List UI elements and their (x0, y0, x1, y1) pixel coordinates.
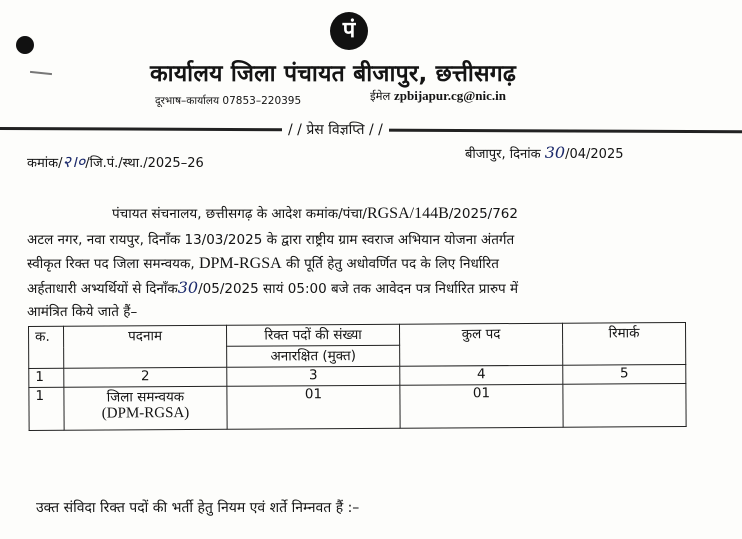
header-sno: क. (29, 326, 64, 368)
table-number-row: 1 2 3 4 5 (29, 364, 686, 387)
header-total: कुल पद (399, 323, 562, 366)
date-handwritten: 30 (544, 143, 566, 162)
body-line-2: अटल नगर, नवा रायपुर, दिनाँक 13/03/2025 के द्वारा राष्ट्रीय ग्राम स्वराज अभियान योजना अंतर्गत (27, 232, 515, 248)
row-remarks (563, 383, 686, 427)
press-release-title: / / प्रेस विज्ञप्ति / / (282, 120, 389, 139)
punch-hole (16, 36, 34, 54)
body-line-4: अर्हताधारी अभ्यर्थियों से दिनाँक30/05/2025 सायं 05:00 बजे तक आवेदन पत्र निर्धारित प्रारुप में (27, 278, 519, 297)
rules-heading: उक्त संविदा रिक्त पदों की भर्ती हेतु नियम एवं शर्ते निम्नवत हैं :– (36, 500, 360, 516)
table-row (29, 383, 686, 430)
body-line-5: आमंत्रित किये जाते हैं– (27, 304, 138, 320)
row-post: जिला समन्वयक (DPM-RGSA) (64, 386, 227, 430)
pen-mark (30, 71, 52, 75)
email-address: zpbijapur.cg@nic.in (393, 88, 507, 103)
row-sno: 1 (29, 387, 64, 430)
vacancy-table (28, 322, 687, 431)
ref-handwritten: २।० (62, 152, 86, 171)
header-vacancies: रिक्त पदों की संख्या (226, 324, 399, 346)
body-line-1: पंचायत संचनालय, छत्तीसगढ़ के आदेश कमांक/पंचा/RGSA/144B/2025/762 (112, 205, 518, 222)
header-unreserved: अनारक्षित (मुक्त) (227, 345, 400, 367)
email-label: ईमेल (370, 89, 391, 103)
zila-panchayat-logo: पं (330, 12, 368, 50)
body-line-3: स्वीकृत रिक्त पद जिला समन्वयक, DPM-RGSA की पूर्ति हेतु अधोवर्णित पद के लिए निर्धारित (27, 255, 499, 272)
row-total: 01 (400, 384, 563, 428)
notice-date: बीजापुर, दिनांक 30/04/2025 (465, 143, 624, 162)
office-title: कार्यालय जिला पंचायत बीजापुर, छत्तीसगढ़ (150, 61, 517, 87)
reference-number: कमांक/२।०/जि.पं./स्था./2025–26 (27, 152, 204, 171)
header-post: पदनाम (64, 325, 227, 368)
header-remarks: रिमार्क (562, 322, 685, 365)
table-header-row (29, 322, 686, 347)
office-email (370, 88, 506, 104)
office-phone: दूरभाष–कार्यालय 07853–220395 (155, 95, 302, 107)
row-vacancies: 01 (227, 385, 400, 429)
